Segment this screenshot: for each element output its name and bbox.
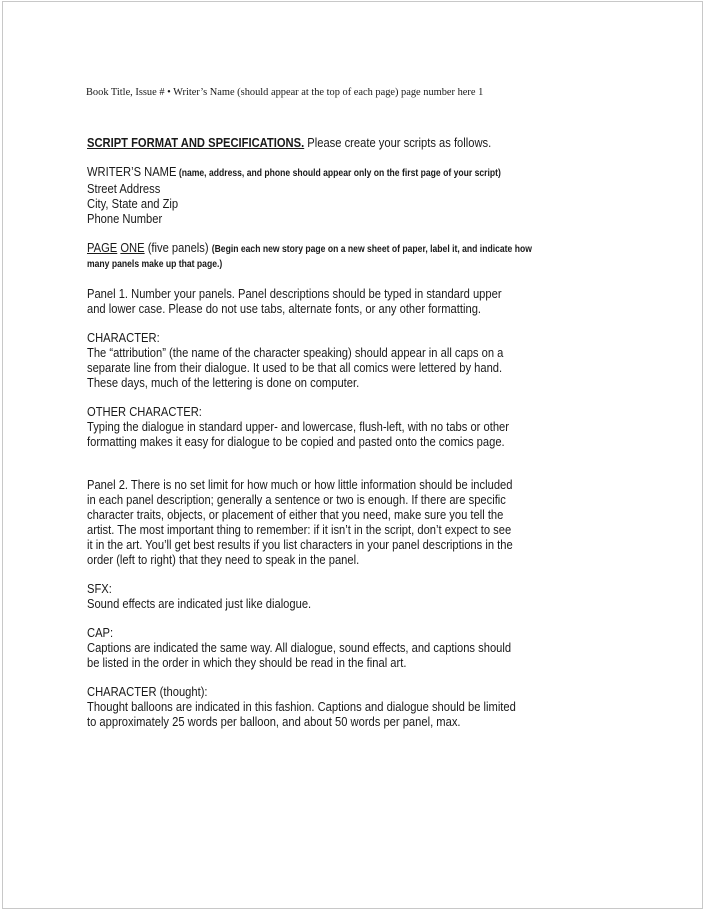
panel2-line: character traits, objects, or placement of either that you need, make sure you tell the	[87, 507, 504, 522]
panel2-line: artist. The most important thing to remember: if it isn’t in the script, don’t expect to see	[87, 522, 512, 537]
spacer	[87, 226, 586, 240]
sfx-label: SFX:	[87, 581, 112, 596]
other-character-line: formatting makes it easy for dialogue to be copied and pasted onto the comics page.	[87, 434, 505, 449]
panel2-line: order (left to right) that they need to speak in the panel.	[87, 552, 360, 567]
spacer	[87, 150, 586, 164]
other-character-label: OTHER CHARACTER:	[87, 404, 202, 419]
spacer	[87, 316, 586, 330]
spacer	[87, 390, 586, 404]
section-heading-line	[87, 135, 586, 150]
character-line: The “attribution” (the name of the character speaking) should appear in all caps on a	[87, 345, 504, 360]
phone-number: Phone Number	[87, 211, 163, 226]
writer-name-label: WRITER’S NAME	[87, 164, 177, 179]
panel2-line: in each panel description; generally a sentence or two is enough. If there are specific	[87, 492, 506, 507]
other-character-line: Typing the dialogue in standard upper- and lowercase, flush-left, with no tabs or other	[87, 419, 509, 434]
cap-label: CAP:	[87, 625, 114, 640]
character-line: separate line from their dialogue. It used to be that all comics were lettered by hand.	[87, 360, 503, 375]
panel2-line: it in the art. You’ll get best results if you list characters in your panel descriptions in the	[87, 537, 513, 552]
document-body	[87, 135, 587, 729]
writer-name-line	[87, 164, 586, 181]
page-one-note-1: (Begin each new story page on a new sheet of paper, label it, and indicate how	[211, 244, 532, 255]
thought-label: CHARACTER (thought):	[87, 684, 208, 699]
panel2-line: Panel 2. There is no set limit for how much or how little information should be included	[87, 477, 513, 492]
city-state-zip: City, State and Zip	[87, 196, 179, 211]
thought-line: to approximately 25 words per balloon, and about 50 words per panel, max.	[87, 714, 461, 729]
page-word: PAGE	[87, 240, 118, 255]
spacer	[87, 567, 586, 581]
character-label: CHARACTER:	[87, 330, 160, 345]
street-address: Street Address	[87, 181, 161, 196]
panel1-line: and lower case. Please do not use tabs, alternate fonts, or any other formatting.	[87, 301, 482, 316]
sfx-line: Sound effects are indicated just like dialogue.	[87, 596, 312, 611]
writer-name-note: (name, address, and phone should appear only on the first page of your script)	[176, 168, 501, 179]
character-line: These days, much of the lettering is done on computer.	[87, 375, 360, 390]
spacer	[87, 670, 586, 684]
running-header: Book Title, Issue # • Writer’s Name (should appear at the top of each page) page number here 1	[86, 87, 484, 98]
spacer	[87, 449, 586, 477]
section-heading: SCRIPT FORMAT AND SPECIFICATIONS.	[87, 135, 305, 150]
spacer	[87, 272, 586, 286]
cap-line: Captions are indicated the same way. All dialogue, sound effects, and captions should	[87, 640, 512, 655]
page-one-note-2: many panels make up that page.)	[87, 259, 223, 270]
cap-line: be listed in the order in which they should be read in the final art.	[87, 655, 407, 670]
text-block	[87, 135, 586, 729]
document-page	[2, 1, 703, 909]
page-one-line	[87, 240, 586, 257]
section-intro: Please create your scripts as follows.	[304, 135, 492, 150]
one-word: ONE	[120, 240, 145, 255]
panels-count: (five panels)	[144, 240, 212, 255]
panel1-line: Panel 1. Number your panels. Panel descriptions should be typed in standard upper	[87, 286, 502, 301]
thought-line: Thought balloons are indicated in this fashion. Captions and dialogue should be limited	[87, 699, 516, 714]
spacer	[87, 611, 586, 625]
